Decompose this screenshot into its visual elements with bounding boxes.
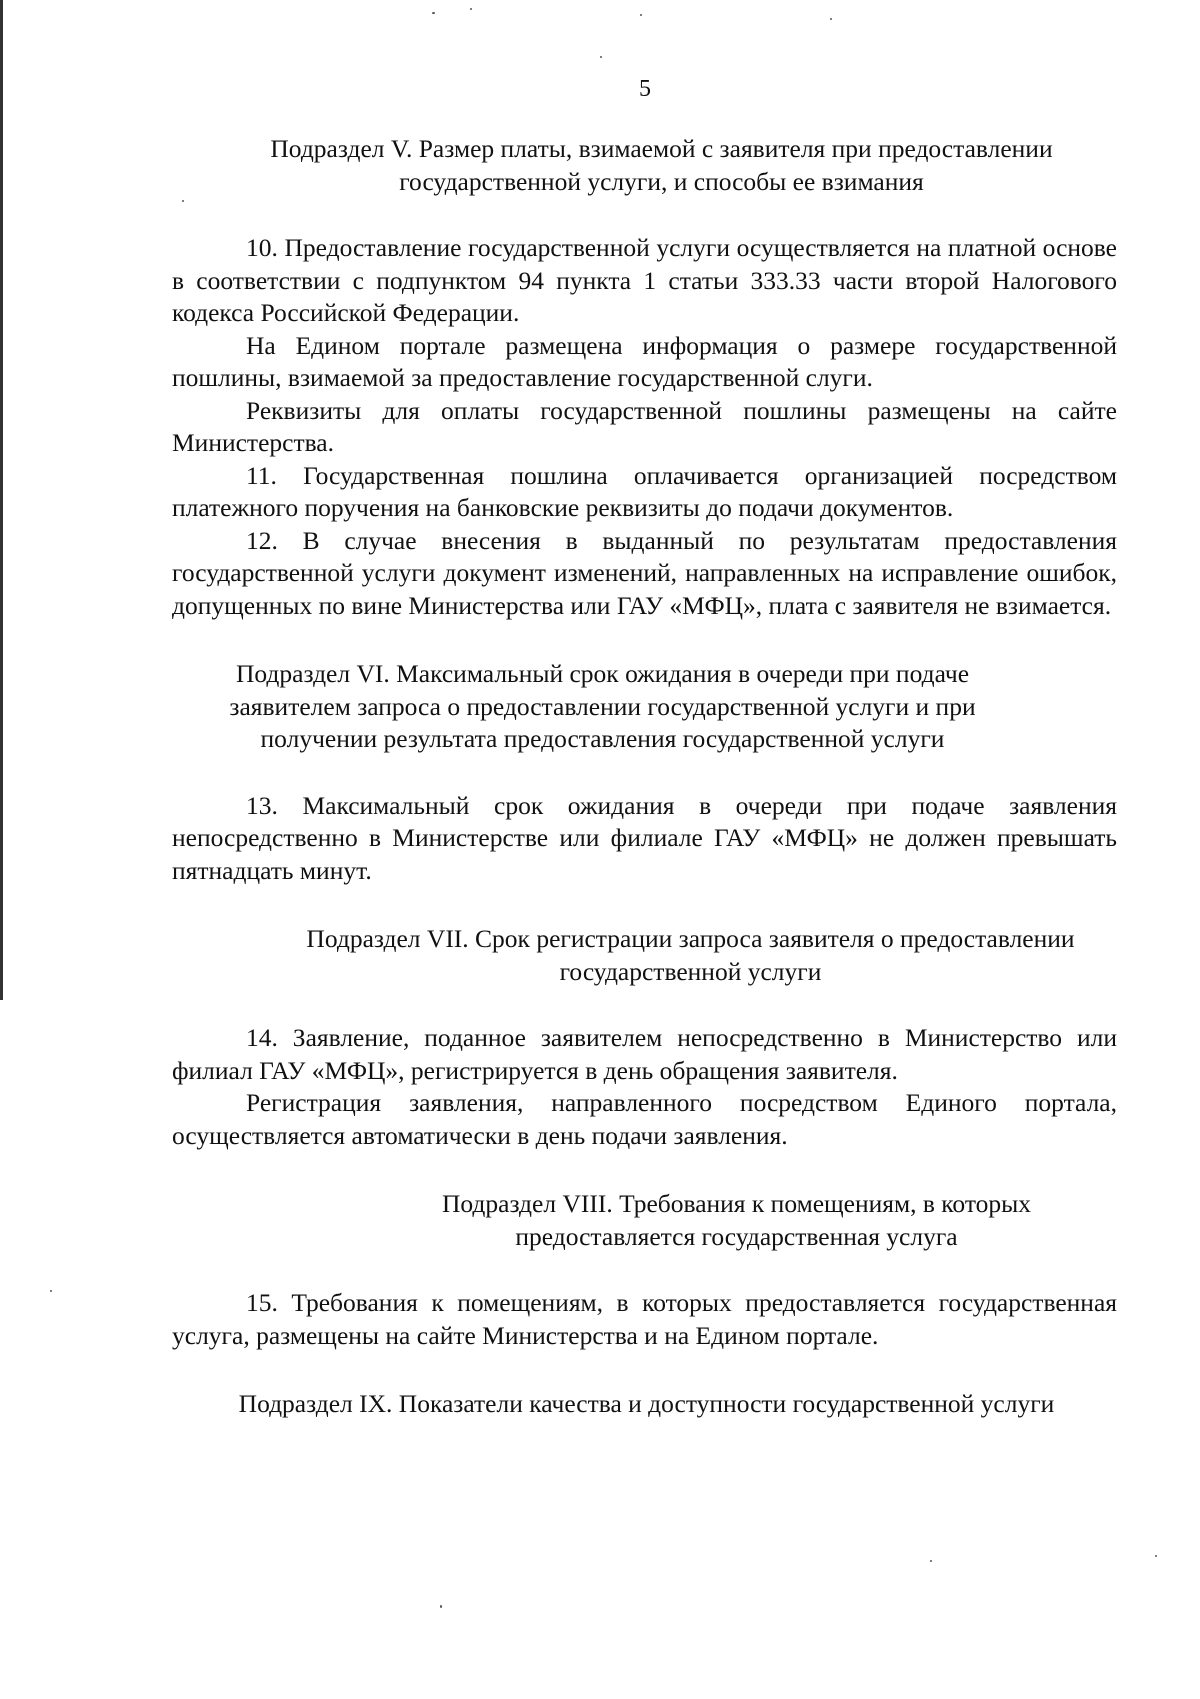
section-heading-viii (356, 1188, 1117, 1253)
heading-line: государственной услуги, и способы ее взимания (399, 166, 924, 196)
scan-speck (182, 200, 184, 202)
paragraph: 13. Максимальный срок ожидания в очереди при подаче заявления непосредственно в Министерстве или филиале ГАУ «МФЦ» не должен превышать пятнадцать минут. (172, 790, 1117, 885)
heading-line: Подраздел VIII. Требования к помещениям, в которых (441, 1189, 1032, 1218)
paragraph: Реквизиты для оплаты государственной пошлины размещены на сайте Министерства. (172, 395, 1117, 457)
paragraph: Регистрация заявления, направленного посредством Единого портала, осуществляется автоматически в день подачи заявления. (172, 1088, 1117, 1150)
heading-line: предоставляется государственная услуга (515, 1221, 958, 1251)
section-heading-v (200, 133, 1123, 198)
scan-speck (440, 1605, 442, 1608)
scan-speck (640, 14, 642, 16)
heading-line: государственной услуги (559, 956, 822, 986)
scan-speck (930, 1560, 932, 1562)
paragraph: 12. В случае внесения в выданный по результатам предоставления государственной услуги документ изменений, направленных на исправление ошибок, допущенных по вине Министерства или ГАУ «МФЦ», плата с заявителя не взимается. (172, 525, 1117, 620)
paragraph: 15. Требования к помещениям, в которых предоставляется государственная услуга, размещены на сайте Министерства и на Едином портале. (172, 1288, 1117, 1350)
heading-line: Подраздел IX. Показатели качества и доступности государственной услуги (238, 1389, 1055, 1418)
page-number: 5 (639, 76, 651, 102)
heading-line: Подраздел VII. Срок регистрации запроса заявителя о предоставлении (306, 924, 1075, 953)
scan-speck (1155, 1555, 1157, 1557)
section-heading-ix (172, 1388, 1121, 1421)
paragraph: 10. Предоставление государственной услуги осуществляется на платной основе в соответствии с подпунктом 94 пункта 1 статьи 333.33 части второй Налогового кодекса Российской Федерации. (172, 233, 1117, 327)
section-heading-vii (248, 923, 1133, 988)
paragraph: 11. Государственная пошлина оплачивается организацией посредством платежного поручения на банковские реквизиты до подачи документов. (172, 460, 1117, 522)
heading-line: получении результата предоставления государственной услуги (260, 724, 945, 753)
section-heading-vi (174, 658, 1031, 756)
scan-speck (50, 1290, 52, 1292)
heading-line: заявителем запроса о предоставлении государственной услуги и при (229, 691, 976, 721)
heading-line: Подраздел VI. Максимальный срок ожидания в очереди при подаче (235, 659, 970, 688)
scan-speck (432, 12, 435, 14)
paragraph: 14. Заявление, поданное заявителем непосредственно в Министерство или филиал ГАУ «МФЦ», регистрируется в день обращения заявителя. (172, 1023, 1117, 1085)
scan-edge-shadow (0, 0, 3, 1000)
scan-speck (830, 18, 832, 20)
scan-speck (600, 56, 602, 58)
heading-line: Подраздел V. Размер платы, взимаемой с заявителя при предоставлении (270, 134, 1053, 163)
scan-speck (470, 8, 472, 10)
paragraph: На Едином портале размещена информация о размере государственной пошлины, взимаемой за предоставление государственной слуги. (172, 330, 1117, 392)
document-body (172, 133, 1117, 1421)
